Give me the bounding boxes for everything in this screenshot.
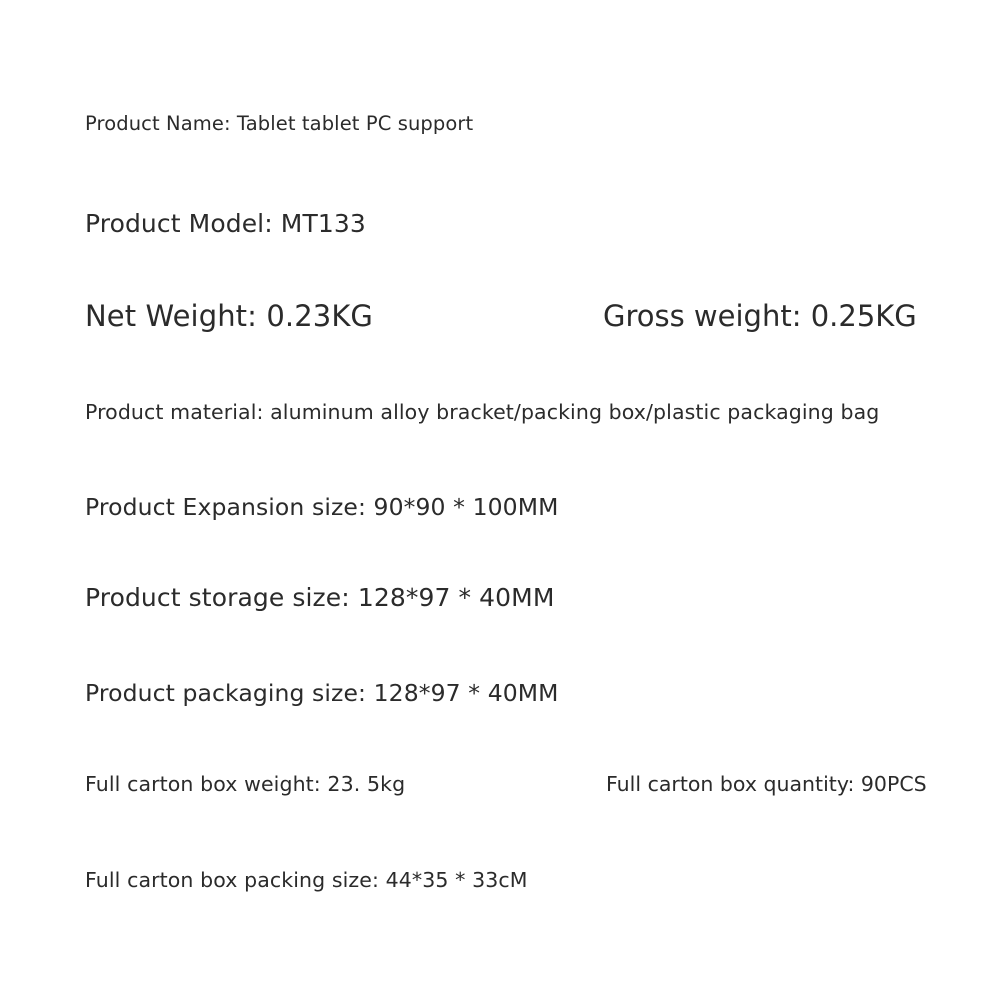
product-model-text: Product Model: MT133 [85, 209, 366, 238]
full-carton-box-packing-size-text: Full carton box packing size: 44*35 * 33cM [85, 868, 528, 892]
full-carton-box-weight-text: Full carton box weight: 23. 5kg [85, 772, 406, 796]
full-carton-box-quantity-text: Full carton box quantity: 90PCS [606, 772, 927, 796]
spec-row-carton-weight-quantity [85, 772, 927, 796]
spec-row-carton-packing-size [85, 868, 528, 892]
spec-row-weights [85, 299, 917, 333]
product-expansion-size-text: Product Expansion size: 90*90 * 100MM [85, 493, 559, 521]
product-packaging-size-text: Product packaging size: 128*97 * 40MM [85, 679, 559, 707]
product-name-text: Product Name: Tablet tablet PC support [85, 112, 474, 135]
spec-row-product-material [85, 400, 879, 424]
spec-row-product-name [85, 112, 473, 135]
spec-row-storage-size [85, 583, 555, 612]
spec-row-packaging-size [85, 679, 559, 707]
net-weight-text: Net Weight: 0.23KG [85, 299, 374, 333]
spec-row-product-model [85, 209, 366, 238]
spec-row-expansion-size [85, 493, 558, 521]
product-storage-size-text: Product storage size: 128*97 * 40MM [85, 583, 555, 612]
product-material-text: Product material: aluminum alloy bracket/packing box/plastic packaging bag [85, 400, 880, 424]
gross-weight-text: Gross weight: 0.25KG [603, 299, 917, 333]
